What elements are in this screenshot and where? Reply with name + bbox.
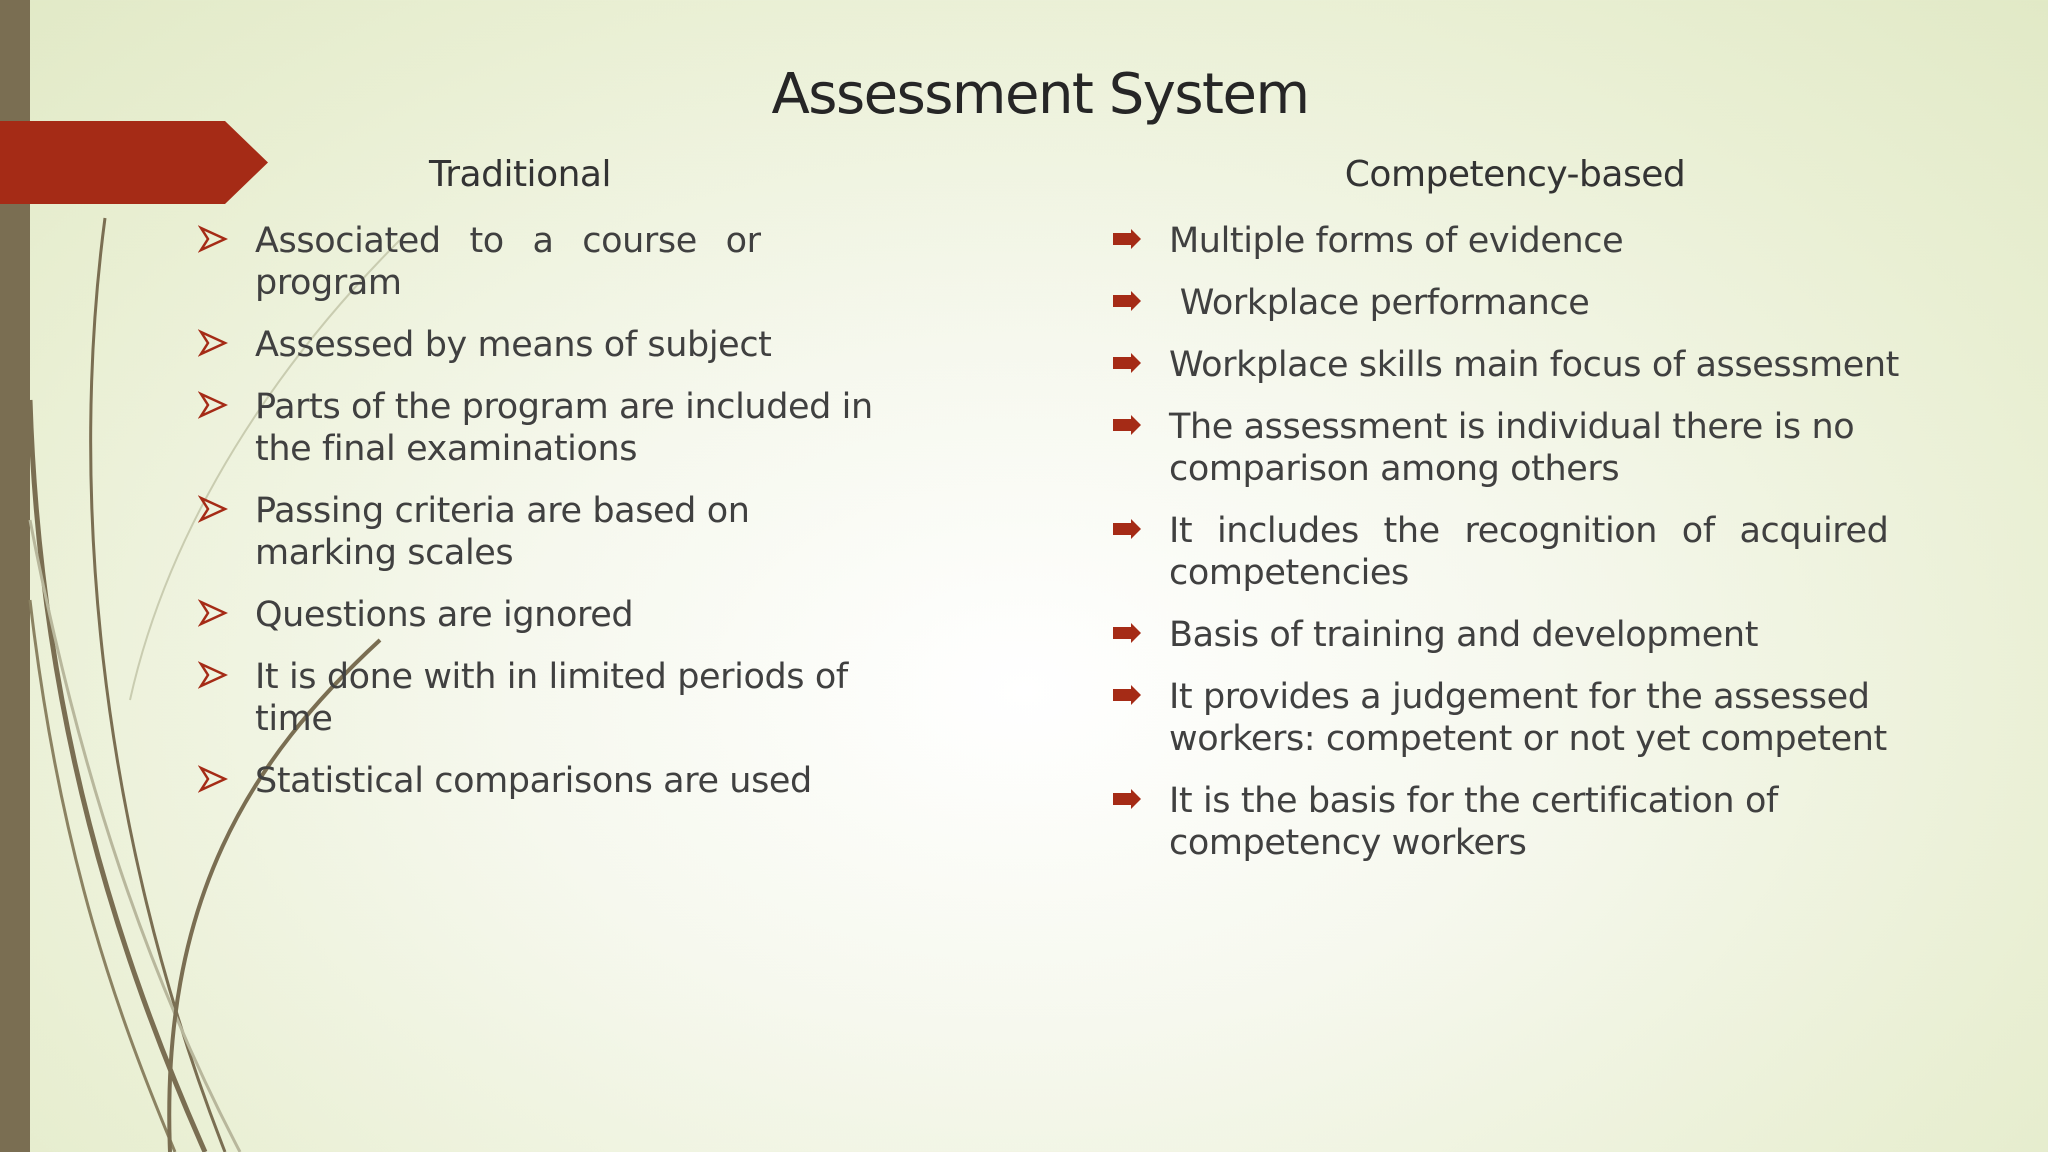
arrowhead-bullet-icon — [198, 660, 228, 690]
right-arrow-bullet-icon — [1112, 680, 1142, 710]
list-item-text: It provides a judgement for the assessed workers: competent or not yet competent — [1169, 677, 1887, 759]
arrowhead-bullet-icon — [198, 598, 228, 628]
list-item — [1112, 220, 1942, 262]
list-item-text: It includes the recognition of acquired competencies — [1169, 511, 1889, 593]
list-item — [1112, 614, 1942, 656]
list-item-text: Questions are ignored — [255, 595, 634, 635]
list-item — [198, 656, 878, 740]
right-arrow-bullet-icon — [1112, 514, 1142, 544]
right-arrow-bullet-icon — [1112, 410, 1142, 440]
list-item — [198, 324, 878, 366]
list-item-text: Basis of training and development — [1169, 615, 1759, 655]
right-arrow-bullet-icon — [1112, 224, 1142, 254]
traditional-header: Traditional — [429, 154, 611, 195]
list-item — [1112, 344, 1942, 386]
list-item — [198, 386, 878, 470]
red-arrow-tab — [0, 121, 268, 204]
list-item — [1112, 510, 1942, 594]
slide-title: Assessment System — [771, 62, 1309, 127]
list-item — [1112, 282, 1942, 324]
list-item-text: Workplace performance — [1169, 283, 1590, 323]
list-item — [198, 490, 878, 574]
arrowhead-bullet-icon — [198, 328, 228, 358]
arrowhead-bullet-icon — [198, 390, 228, 420]
arrowhead-bullet-icon — [198, 224, 228, 254]
list-item — [198, 760, 878, 802]
list-item-text: Statistical comparisons are used — [255, 761, 812, 801]
list-item — [1112, 676, 1942, 760]
arrowhead-bullet-icon — [198, 494, 228, 524]
right-arrow-bullet-icon — [1112, 286, 1142, 316]
competency-header: Competency-based — [1344, 154, 1686, 195]
list-item-text: It is done with in limited periods of time — [255, 657, 848, 739]
list-item — [198, 594, 878, 636]
list-item-text: Assessed by means of subject — [255, 325, 772, 365]
list-item-text: The assessment is individual there is no comparison among others — [1169, 407, 1855, 489]
right-arrow-bullet-icon — [1112, 348, 1142, 378]
list-item-text: Passing criteria are based on marking scales — [255, 491, 750, 573]
right-arrow-bullet-icon — [1112, 784, 1142, 814]
right-arrow-bullet-icon — [1112, 618, 1142, 648]
list-item-text: Workplace skills main focus of assessment — [1169, 345, 1899, 385]
arrowhead-bullet-icon — [198, 764, 228, 794]
list-item — [198, 220, 878, 304]
list-item-text: Associated to a course or program — [255, 221, 761, 303]
competency-list — [1112, 220, 1942, 884]
list-item — [1112, 780, 1942, 864]
list-item-text: It is the basis for the certification of competency workers — [1169, 781, 1778, 863]
list-item — [1112, 406, 1942, 490]
list-item-text: Parts of the program are included in the final examinations — [255, 387, 873, 469]
traditional-list — [198, 220, 878, 822]
list-item-text: Multiple forms of evidence — [1169, 221, 1624, 261]
